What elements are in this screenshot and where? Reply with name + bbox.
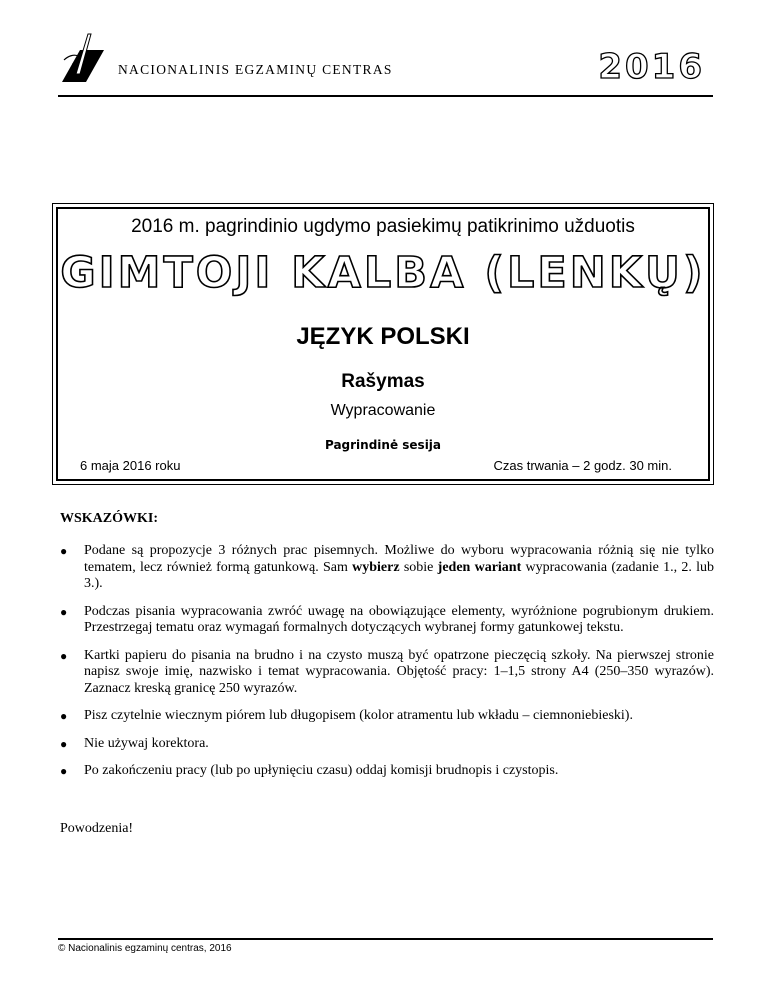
list-item: [60, 648, 714, 698]
list-item: [60, 736, 714, 753]
instruction-text: Kartki papieru do pisania na brudno i na czysto muszą być opatrzone pieczęcią szkoły. Na pierwszej stronie napisz swoje imię, nazwisko i temat wypracowania. Objętość pracy: 1–1,5 strony A4 (250–350 wyrazów). Zaznacz kreską granicę 250 wyrazów.: [84, 647, 714, 696]
instruction-text: Po zakończeniu pracy (lub po upłynięciu czasu) oddaj komisji brudnopis i czystopis.: [84, 763, 559, 778]
bullet-icon: ●: [60, 764, 68, 778]
exam-part: Rašymas: [341, 371, 425, 392]
subject-title: GIMTOJI KALBA (LENKŲ): [60, 248, 706, 298]
instruction-emphasis: wybierz: [352, 559, 400, 575]
list-item: [60, 708, 714, 725]
header-divider: [58, 95, 713, 97]
list-item: [60, 604, 714, 637]
instruction-text: wypracowania (zadanie 1., 2. lub 3.).: [84, 559, 714, 591]
instructions-list: [60, 543, 714, 791]
bullet-icon: ●: [60, 648, 68, 663]
bullet-icon: ●: [60, 736, 68, 751]
instruction-text: Nie używaj korektora.: [84, 735, 209, 751]
instruction-text: Podczas pisania wypracowania zwróć uwagę na obowiązujące elementy, wyróżnione pogrubionym drukiem. Przestrzegaj tematu oraz wymagań formalnych dotyczących wybranej formy gatunkowej tekstu.: [84, 603, 714, 635]
bullet-icon: ●: [60, 709, 68, 723]
year-label: 2016: [598, 47, 705, 87]
list-item: [60, 763, 714, 780]
bullet-icon: ●: [60, 544, 68, 558]
page-header: [58, 30, 713, 96]
bullet-icon: ●: [60, 604, 68, 619]
instruction-text: Pisz czytelnie wiecznym piórem lub długopisem (kolor atramentu lub wkładu – ciemnoniebieski).: [84, 708, 633, 723]
instruction-emphasis: jeden wariant: [437, 559, 522, 575]
session-label: Pagrindinė sesija: [324, 438, 442, 452]
instructions-heading: WSKAZÓWKI:: [60, 511, 159, 526]
copyright-notice: © Nacionalinis egzaminų centras, 2016: [58, 943, 232, 954]
nec-logo-icon: [58, 30, 104, 82]
exam-form: Wypracowanie: [330, 402, 436, 419]
organization-name: NACIONALINIS EGZAMINŲ CENTRAS: [118, 62, 393, 77]
instruction-text: Podane są propozycje 3 różnych prac pisemnych. Możliwe do wyboru wypracowania różnią się nie tylko tematem, lecz również formą gatunkową. Sam: [84, 543, 714, 575]
exam-date: 6 maja 2016 roku: [80, 458, 181, 473]
exam-duration: Czas trwania – 2 godz. 30 min.: [493, 458, 672, 473]
closing-text: Powodzenia!: [60, 821, 134, 836]
footer-divider: [58, 938, 713, 940]
instruction-text: sobie: [399, 559, 438, 575]
exam-title: 2016 m. pagrindinio ugdymo pasiekimų patikrinimo užduotis: [131, 216, 635, 237]
language-title: JĘZYK POLSKI: [296, 323, 470, 350]
list-item: [60, 543, 714, 593]
